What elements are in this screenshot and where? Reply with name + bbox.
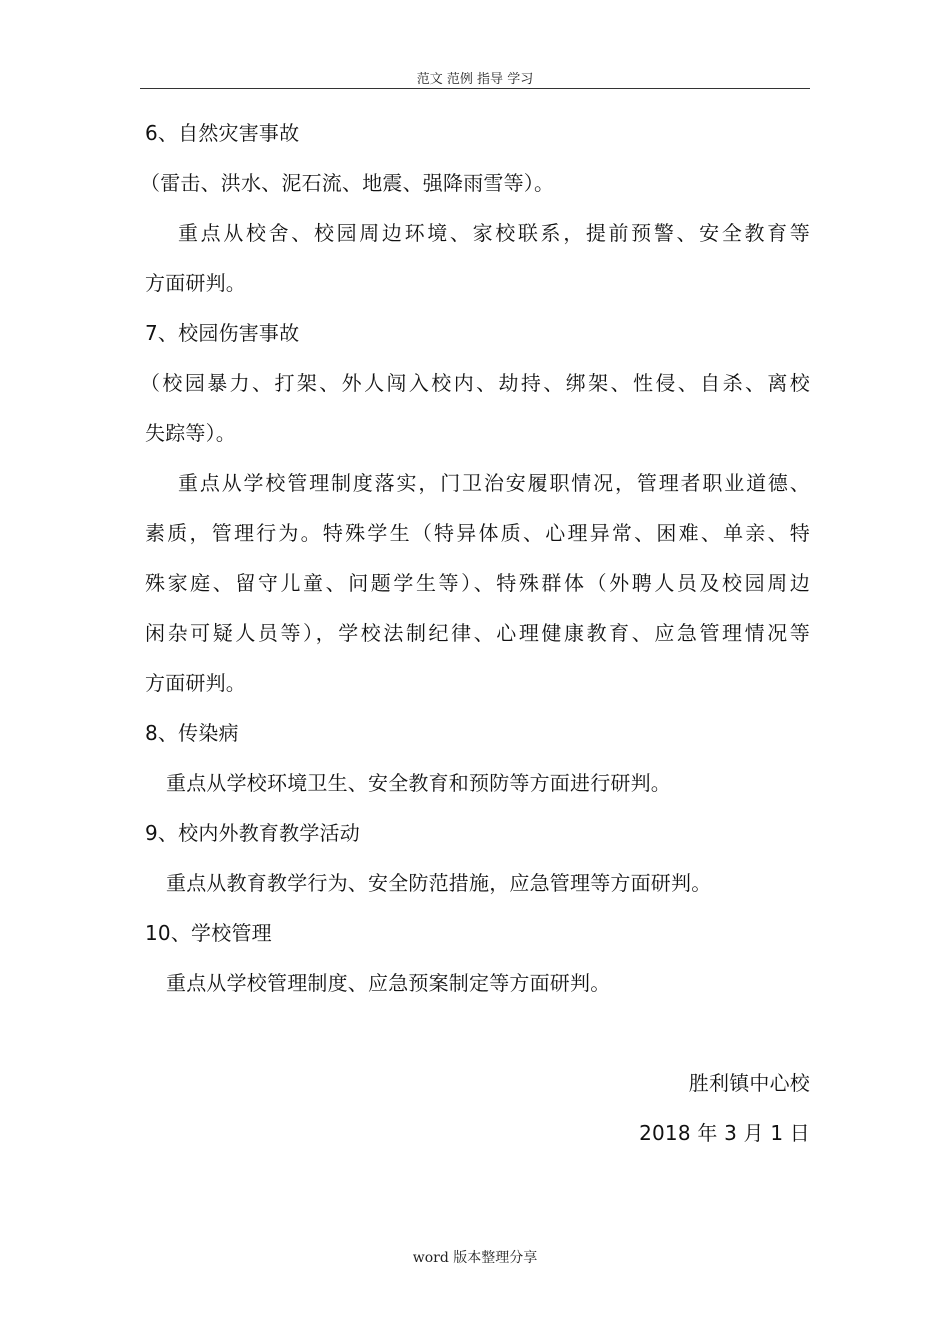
signature-date: 2018 年 3 月 1 日 xyxy=(639,1121,810,1145)
section-7-focus-line-1: 重点从学校管理制度落实，门卫治安履职情况，管理者职业道德、 xyxy=(178,471,810,495)
section-heading-8: 8、传染病 xyxy=(145,721,239,745)
header-rule xyxy=(140,88,810,89)
section-8-focus: 重点从学校环境卫生、安全教育和预防等方面进行研判。 xyxy=(166,771,671,795)
section-heading-9: 9、校内外教育教学活动 xyxy=(145,821,360,845)
section-heading-10: 10、学校管理 xyxy=(145,921,272,945)
page-footer: word 版本整理分享 xyxy=(412,1250,538,1266)
section-7-focus-line-3: 殊家庭、留守儿童、问题学生等）、特殊群体（外聘人员及校园周边 xyxy=(145,571,810,595)
section-6-focus-line-2: 方面研判。 xyxy=(145,271,246,295)
section-6-examples: （雷击、洪水、泥石流、地震、强降雨雪等）。 xyxy=(140,171,555,195)
section-9-focus: 重点从教育教学行为、安全防范措施，应急管理等方面研判。 xyxy=(166,871,712,895)
section-10-focus: 重点从学校管理制度、应急预案制定等方面研判。 xyxy=(166,971,611,995)
signature-organization: 胜利镇中心校 xyxy=(688,1071,810,1095)
section-7-focus-line-2: 素质，管理行为。特殊学生（特异体质、心理异常、困难、单亲、特 xyxy=(145,521,810,545)
section-7-focus-line-5: 方面研判。 xyxy=(145,671,246,695)
section-6-focus-line-1: 重点从校舍、校园周边环境、家校联系，提前预警、安全教育等 xyxy=(178,221,810,245)
document-body xyxy=(140,108,810,1158)
section-heading-7: 7、校园伤害事故 xyxy=(145,321,300,345)
spacer xyxy=(145,1008,810,1058)
section-7-examples-line-1: （校园暴力、打架、外人闯入校内、劫持、绑架、性侵、自杀、离校 xyxy=(140,371,810,395)
section-7-examples-line-2: 失踪等）。 xyxy=(145,421,236,445)
section-7-focus-line-4: 闲杂可疑人员等），学校法制纪律、心理健康教育、应急管理情况等 xyxy=(145,621,810,645)
section-heading-6: 6、自然灾害事故 xyxy=(145,121,300,145)
page-header: 范文 范例 指导 学习 xyxy=(416,72,534,87)
